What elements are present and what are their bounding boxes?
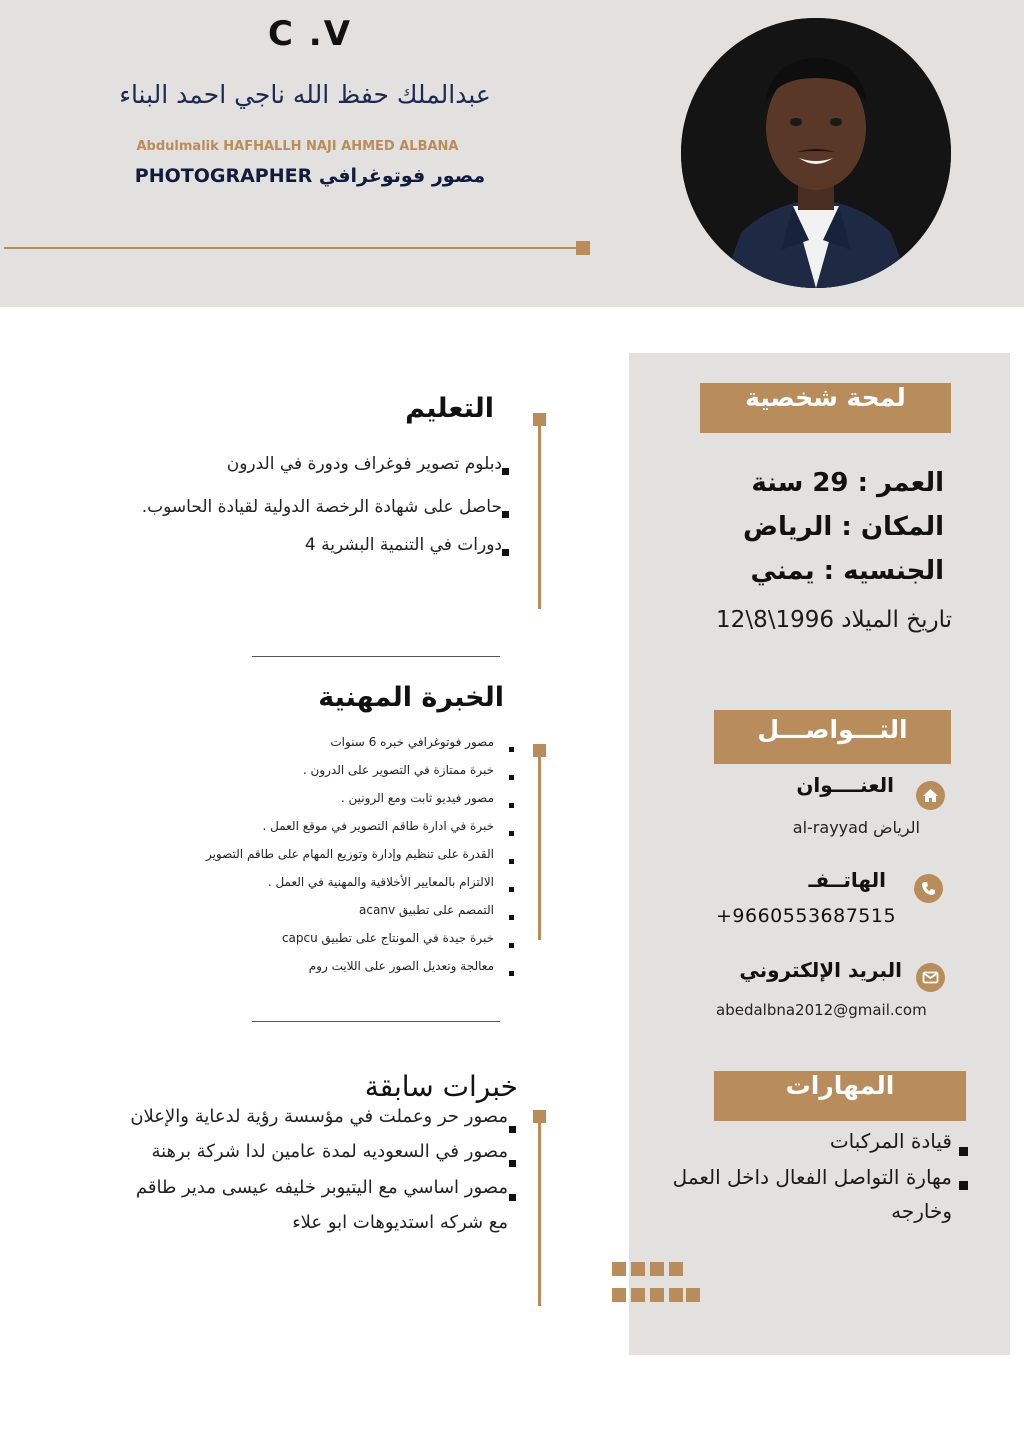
name-arabic: عبدالملك حفظ الله ناجي احمد البناء bbox=[119, 80, 491, 109]
education-bullet bbox=[502, 549, 509, 556]
education-item: حاصل على شهادة الرخصة الدولية لقيادة الحاسوب. bbox=[141, 497, 502, 517]
education-heading: التعليم bbox=[405, 393, 494, 424]
skill-bullet bbox=[959, 1147, 968, 1156]
education-bullet bbox=[502, 468, 509, 475]
home-icon bbox=[916, 781, 945, 810]
email-label: البريد الإلكتروني bbox=[739, 958, 902, 982]
cv-title: C .V bbox=[267, 14, 353, 54]
experience-item: الالتزام بالمعايير الأخلاقية والمهنية في العمل . bbox=[267, 875, 494, 889]
profile-nationality: الجنسيه : يمني bbox=[750, 556, 944, 586]
experience-item: التمصم على تطبيق acanv bbox=[359, 903, 494, 917]
previous-bullet bbox=[509, 1194, 516, 1201]
previous-item: مصور في السعوديه لمدة عامين لدا شركة برهنة bbox=[151, 1141, 508, 1162]
decor-square bbox=[686, 1288, 700, 1302]
mail-icon bbox=[916, 963, 945, 992]
section-divider bbox=[252, 1021, 500, 1022]
header-divider bbox=[4, 247, 582, 249]
experience-bullet bbox=[509, 803, 514, 808]
skills-heading: المهارات bbox=[714, 1071, 966, 1121]
previous-item: مصور اساسي مع اليتيوبر خليفه عيسى مدير طاقم bbox=[135, 1177, 508, 1198]
experience-bullet bbox=[509, 887, 514, 892]
decor-square bbox=[650, 1288, 664, 1302]
experience-bullet bbox=[509, 943, 514, 948]
experience-line bbox=[538, 756, 541, 940]
experience-bullet bbox=[509, 831, 514, 836]
email-value[interactable]: abedalbna2012@gmail.com bbox=[716, 1001, 927, 1019]
experience-bullet bbox=[509, 859, 514, 864]
previous-item: مصور حر وعملت في مؤسسة رؤية لدعاية والإعلان bbox=[130, 1106, 508, 1127]
skill-bullet bbox=[959, 1181, 968, 1190]
experience-item: خبرة ممتازة في التصوير على الدرون . bbox=[302, 763, 494, 777]
previous-bullet bbox=[509, 1126, 516, 1133]
name-english: Abdulmalik HAFHALLH NAJI AHMED ALBANA bbox=[136, 139, 459, 154]
phone-icon bbox=[914, 874, 943, 903]
education-bullet bbox=[502, 511, 509, 518]
profile-place: المكان : الرياض bbox=[742, 512, 944, 542]
profile-birth-date: تاريخ الميلاد 1996\8\12 bbox=[716, 607, 952, 633]
skill-item: مهارة التواصل الفعال داخل العمل وخارجه bbox=[672, 1165, 952, 1223]
education-item: دورات في التنمية البشرية 4 bbox=[304, 535, 502, 555]
previous-line bbox=[538, 1122, 541, 1306]
experience-item: مصور فيديو ثابت ومع الرونين . bbox=[340, 791, 494, 805]
education-item: دبلوم تصوير فوغراف ودورة في الدرون bbox=[226, 454, 502, 474]
skill-item: قيادة المركبات bbox=[829, 1129, 952, 1153]
decor-square bbox=[650, 1262, 664, 1276]
profile-age: العمر : 29 سنة bbox=[751, 468, 944, 498]
previous-heading: خبرات سابقة bbox=[364, 1070, 518, 1103]
decor-square bbox=[669, 1288, 683, 1302]
section-divider bbox=[252, 656, 500, 657]
job-title: مصور فوتوغرافي PHOTOGRAPHER bbox=[134, 165, 486, 187]
address-value: الرياض al-rayyad bbox=[792, 818, 920, 837]
experience-bullet bbox=[509, 747, 514, 752]
experience-bullet bbox=[509, 775, 514, 780]
previous-bullet bbox=[509, 1160, 516, 1167]
experience-item: القدرة على تنظيم وإدارة وتوزيع المهام على طاقم التصوير bbox=[205, 847, 494, 861]
experience-bullet bbox=[509, 915, 514, 920]
decor-square bbox=[612, 1288, 626, 1302]
profile-heading: لمحة شخصية bbox=[700, 383, 951, 433]
profile-photo bbox=[681, 18, 951, 288]
decor-square bbox=[631, 1262, 645, 1276]
address-label: العنــــوان bbox=[796, 773, 894, 797]
experience-item: خبرة في ادارة طاقم التصوير في موقع العمل . bbox=[262, 819, 494, 833]
experience-bullet bbox=[509, 971, 514, 976]
header-divider-square bbox=[576, 241, 590, 255]
experience-heading: الخبرة المهنية bbox=[318, 682, 504, 713]
experience-item: معالجة وتعديل الصور على اللايت روم bbox=[308, 959, 494, 973]
experience-item: خبرة جيدة في المونتاج على تطبيق capcu bbox=[281, 931, 494, 945]
phone-label: الهاتــفـ bbox=[808, 868, 886, 892]
person-photo-icon bbox=[681, 18, 951, 288]
decor-square bbox=[669, 1262, 683, 1276]
education-line bbox=[538, 425, 541, 609]
decor-square bbox=[612, 1262, 626, 1276]
contact-heading: التـــواصـــل bbox=[714, 710, 951, 764]
previous-item: مع شركه استديوهات ابو علاء bbox=[292, 1212, 508, 1233]
experience-item: مصور فوتوغرافي خبره 6 سنوات bbox=[330, 735, 494, 749]
phone-value[interactable]: +9660553687515 bbox=[716, 905, 897, 927]
decor-square bbox=[631, 1288, 645, 1302]
